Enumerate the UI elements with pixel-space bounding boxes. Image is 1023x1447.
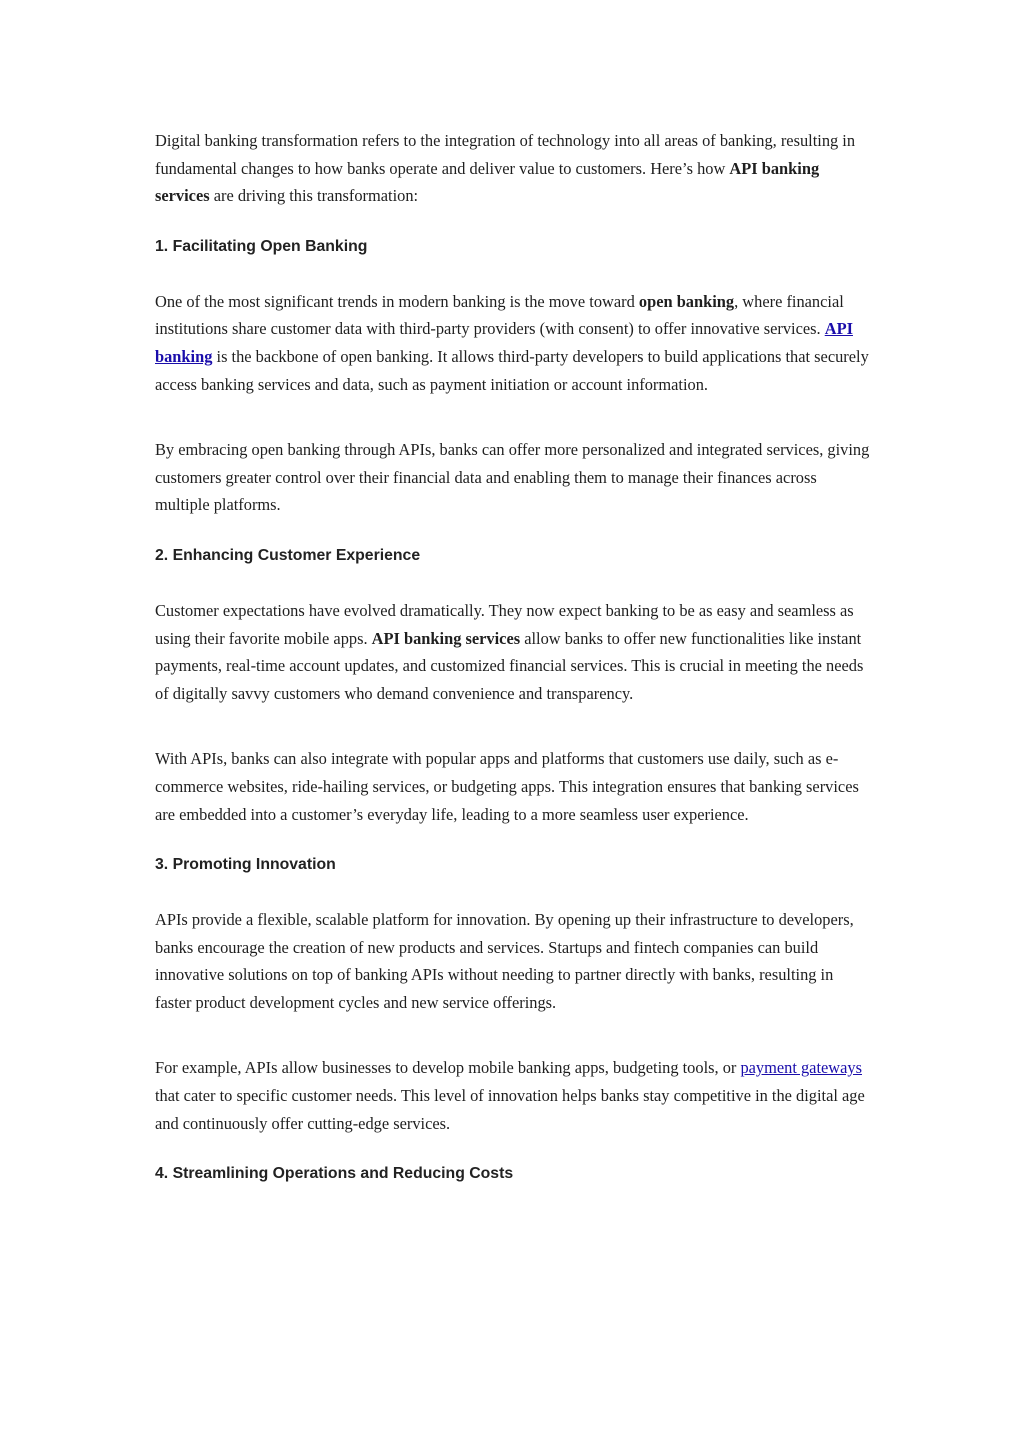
- s3-p2-text-1: For example, APIs allow businesses to develop mobile banking apps, budgeting tools, or: [155, 1058, 741, 1078]
- s3-p2-text-2: that cater to specific customer needs. This level of innovation helps banks stay competitive in the digital age and continuously offer cutting-edge services.: [155, 1086, 865, 1133]
- heading-streamlining-operations: 4. Streamlining Operations and Reducing Costs: [155, 1165, 514, 1183]
- api-banking-link[interactable]: API banking: [155, 319, 853, 366]
- innovation-paragraph-2: [155, 1054, 871, 1137]
- bold-open-banking: open banking: [638, 291, 735, 311]
- innovation-paragraph-1: APIs provide a flexible, scalable platform for innovation. By opening up their infrastructure to developers, banks encourage the creation of new products and services. Startups and fintech companies can build innovative solutions on top of banking APIs without needing to partner directly with banks, resulting in faster product development cycles and new service offerings.: [155, 910, 854, 1012]
- open-banking-paragraph-1: [155, 288, 871, 398]
- customer-experience-paragraph-1: [155, 597, 871, 707]
- payment-gateways-link[interactable]: payment gateways: [740, 1058, 862, 1078]
- s1-p1-text-2: , where financial institutions share customer data with third-party providers (with consent) to offer innovative services.: [155, 291, 844, 339]
- document-page: [155, 127, 871, 1184]
- intro-text-2: are driving this transformation:: [209, 186, 419, 206]
- s1-p1-text-3: is the backbone of open banking. It allows third-party developers to build applications that securely access banking services and data, such as payment initiation or account information.: [155, 346, 869, 394]
- intro-paragraph: [155, 127, 871, 210]
- customer-experience-paragraph-2: With APIs, banks can also integrate with popular apps and platforms that customers use daily, such as e-commerce websites, ride-hailing services, or budgeting apps. This integration ensures that banking services are embedded into a customer’s everyday life, leading to a more seamless user experience.: [155, 749, 859, 824]
- s1-p1-text-1: One of the most significant trends in modern banking is the move toward: [155, 291, 639, 311]
- s2-p1-text-2: allow banks to offer new functionalities like instant payments, real-time account updates, and customized financial services. This is crucial in meeting the needs of digitally savvy customers who demand convenience and transparency.: [155, 628, 864, 703]
- heading-promoting-innovation: 3. Promoting Innovation: [155, 856, 336, 874]
- intro-bold-api-banking-services: API banking services: [155, 158, 820, 206]
- heading-facilitating-open-banking: 1. Facilitating Open Banking: [155, 237, 368, 255]
- heading-enhancing-customer-experience: 2. Enhancing Customer Experience: [155, 546, 421, 564]
- open-banking-paragraph-2: By embracing open banking through APIs, banks can offer more personalized and integrated services, giving customers greater control over their financial data and enabling them to manage their finances across multiple platforms.: [155, 440, 870, 515]
- s2-p1-text-1: Customer expectations have evolved dramatically. They now expect banking to be as easy and seamless as using their favorite mobile apps.: [155, 600, 854, 648]
- intro-text-1: Digital banking transformation refers to the integration of technology into all areas of banking, resulting in fundamental changes to how banks operate and deliver value to customers. Here’s how: [155, 131, 856, 178]
- bold-api-banking-services: API banking services: [371, 628, 521, 648]
